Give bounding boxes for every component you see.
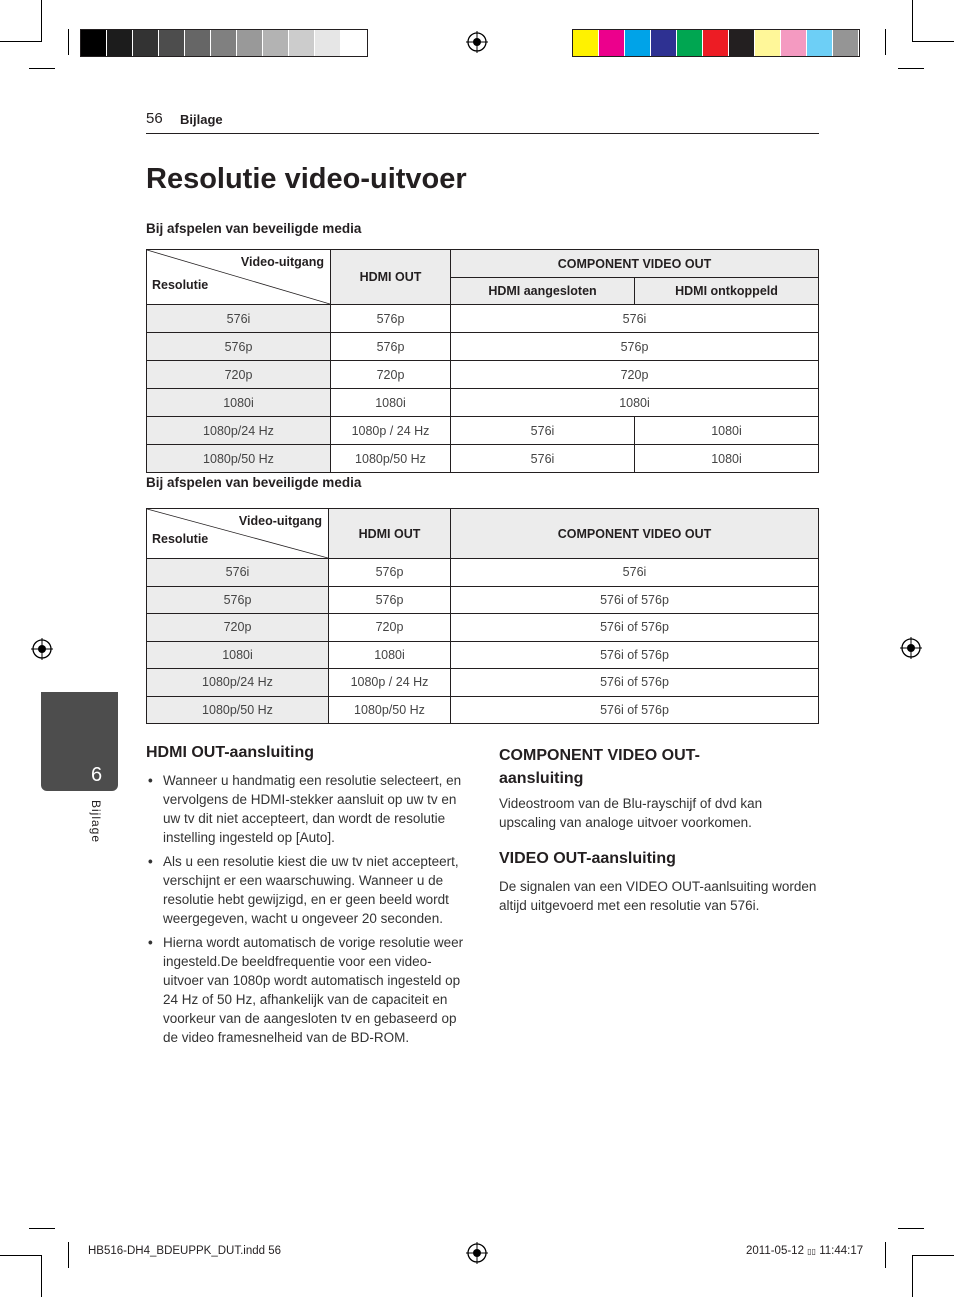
bullet-icon: •	[148, 773, 153, 788]
color-swatch	[729, 30, 755, 56]
crop-mark	[885, 1242, 886, 1268]
table-cell: 1080i	[147, 389, 331, 417]
section-name: Bijlage	[180, 112, 223, 127]
component-heading-line1: COMPONENT VIDEO OUT-	[499, 747, 700, 764]
table-row	[147, 305, 819, 333]
color-swatch	[237, 30, 263, 56]
table-cell: 576i of 576p	[451, 614, 819, 642]
color-swatch	[211, 30, 237, 56]
crop-mark	[0, 41, 42, 42]
table-cell: 1080i	[635, 417, 819, 445]
crop-mark	[912, 41, 954, 42]
table-cell: 576i	[451, 445, 635, 473]
video-heading: VIDEO OUT-aansluiting	[499, 850, 676, 867]
table-cell: 576i	[451, 417, 635, 445]
list-item	[146, 771, 466, 847]
component-heading-line2: aansluiting	[499, 770, 584, 787]
table-cell: 576i of 576p	[451, 641, 819, 669]
footer-time: 11:44:17	[819, 1245, 864, 1257]
corner-label-resolution: Resolutie	[152, 532, 209, 546]
color-swatch	[625, 30, 651, 56]
table-cell: 1080p / 24 Hz	[329, 669, 451, 697]
crop-mark	[0, 1255, 42, 1256]
corner-label-output: Video-uitgang	[238, 514, 322, 528]
table-cell: 1080i	[331, 389, 451, 417]
column-subheader: HDMI ontkoppeld	[635, 278, 819, 305]
crop-mark	[68, 1242, 69, 1268]
crop-mark	[29, 1228, 55, 1229]
color-swatch	[677, 30, 703, 56]
bullet-icon: •	[148, 854, 153, 869]
table-cell: 1080p/24 Hz	[147, 669, 329, 697]
table-cell: 720p	[147, 361, 331, 389]
crop-mark	[898, 68, 924, 69]
table-row	[147, 417, 819, 445]
page-number: 56	[146, 110, 163, 127]
color-bar	[572, 29, 860, 57]
corner-label-resolution: Resolutie	[152, 278, 209, 292]
crop-mark	[912, 1255, 913, 1297]
table-cell: 576p	[329, 559, 451, 587]
crop-mark	[29, 68, 55, 69]
registration-mark-icon	[900, 637, 922, 659]
table-cell: 1080i	[147, 641, 329, 669]
color-swatch	[315, 30, 341, 56]
table-cell: 576p	[451, 333, 819, 361]
color-swatch	[81, 30, 107, 56]
table-cell: 576i of 576p	[451, 586, 819, 614]
table1-caption: Bij afspelen van beveiligde media	[146, 221, 362, 236]
table-cell: 576p	[331, 333, 451, 361]
hdmi-bullet-list	[146, 771, 466, 1052]
table-cell: 1080p/50 Hz	[329, 696, 451, 724]
table-cell: 576i of 576p	[451, 696, 819, 724]
color-swatch	[107, 30, 133, 56]
crop-mark	[898, 1228, 924, 1229]
table-cell: 576i of 576p	[451, 669, 819, 697]
table-cell: 576p	[147, 333, 331, 361]
grayscale-bar	[80, 29, 368, 57]
table-cell: 1080i	[329, 641, 451, 669]
color-swatch	[263, 30, 289, 56]
resolution-table-2	[146, 508, 819, 724]
table-cell: 720p	[331, 361, 451, 389]
color-swatch	[289, 30, 315, 56]
crop-mark	[41, 1255, 42, 1297]
table-cell: 576i	[451, 559, 819, 587]
column-header: COMPONENT VIDEO OUT	[451, 509, 819, 559]
list-item	[146, 852, 466, 928]
column-header: HDMI OUT	[329, 509, 451, 559]
table-cell: 1080p / 24 Hz	[331, 417, 451, 445]
table-cell: 576p	[331, 305, 451, 333]
table-cell: 1080p/50 Hz	[147, 696, 329, 724]
footer-time-marker: ▯▯	[807, 1247, 816, 1256]
footer-date: 2011-05-12	[746, 1245, 804, 1257]
color-swatch	[159, 30, 185, 56]
color-swatch	[755, 30, 781, 56]
chapter-tab	[41, 692, 118, 791]
table-cell: 720p	[451, 361, 819, 389]
table-cell: 1080i	[635, 445, 819, 473]
component-heading	[499, 744, 700, 790]
table-cell: 1080p/50 Hz	[331, 445, 451, 473]
color-swatch	[807, 30, 833, 56]
table-cell: 1080i	[451, 389, 819, 417]
table-row	[147, 389, 819, 417]
list-item-text: Als u een resolutie kiest die uw tv niet accepteert, verschijnt er een waarschuwing. Wanneer u de resolutie hebt gewijzigd, en er geen beeld wordt weergegeven, wacht u ongeveer 20 seconden.	[163, 854, 459, 926]
table-cell: 576p	[329, 586, 451, 614]
registration-mark-icon	[31, 638, 53, 660]
table-cell: 576i	[147, 305, 331, 333]
color-swatch	[133, 30, 159, 56]
registration-mark-icon	[466, 31, 488, 53]
color-swatch	[341, 30, 367, 56]
table-row	[147, 333, 819, 361]
table-row	[147, 361, 819, 389]
crop-mark	[68, 29, 69, 55]
bullet-icon: •	[148, 935, 153, 950]
table-cell: 1080p/50 Hz	[147, 445, 331, 473]
color-swatch	[833, 30, 859, 56]
color-swatch	[185, 30, 211, 56]
color-swatch	[573, 30, 599, 56]
crop-mark	[885, 29, 886, 55]
column-header: COMPONENT VIDEO OUT	[451, 250, 819, 278]
chapter-label: Bijlage	[89, 800, 103, 844]
table-cell: 576i	[147, 559, 329, 587]
color-swatch	[703, 30, 729, 56]
color-swatch	[651, 30, 677, 56]
table-row	[147, 586, 819, 614]
table1-corner-cell	[147, 250, 331, 305]
footer-file: HB516-DH4_BDEUPPK_DUT.indd 56	[88, 1245, 282, 1257]
table-row	[147, 559, 819, 587]
table2-corner-cell	[147, 509, 329, 559]
crop-mark	[912, 0, 913, 42]
table-cell: 720p	[329, 614, 451, 642]
list-item-text: Hierna wordt automatisch de vorige resolutie weer ingesteld.De beeldfrequentie voor een video-uitvoer van 1080p wordt automatisch ingesteld op 24 Hz of 50 Hz, afhankelijk van de capaciteit en voorkeur van de aangesloten tv en gebaseerd op de video framesnelheid van de BD-ROM.	[163, 935, 464, 1045]
list-item	[146, 933, 466, 1047]
crop-mark	[912, 1255, 954, 1256]
chapter-number: 6	[91, 764, 103, 786]
list-item-text: Wanneer u handmatig een resolutie selecteert, en vervolgens de HDMI-stekker aansluit op uw tv en uw tv dit niet accepteert, dan wordt de resolutie instelling ingesteld op [Auto].	[163, 773, 462, 845]
video-text: De signalen van een VIDEO OUT-aanlsuiting worden altijd uitgevoerd met een resolutie van 576i.	[499, 879, 817, 913]
table2-caption: Bij afspelen van beveiligde media	[146, 475, 362, 490]
color-swatch	[599, 30, 625, 56]
table-cell: 1080p/24 Hz	[147, 417, 331, 445]
corner-label-output: Video-uitgang	[240, 255, 324, 269]
page-title: Resolutie video-uitvoer	[146, 163, 467, 195]
table-row	[147, 669, 819, 697]
table-row	[147, 696, 819, 724]
component-text: Videostroom van de Blu-rayschijf of dvd kan upscaling van analoge uitvoer voorkomen.	[499, 796, 763, 830]
hdmi-heading: HDMI OUT-aansluiting	[146, 744, 314, 761]
table-cell: 576i	[451, 305, 819, 333]
column-subheader: HDMI aangesloten	[451, 278, 635, 305]
table-row	[147, 445, 819, 473]
column-header: HDMI OUT	[331, 250, 451, 305]
table-cell: 576p	[147, 586, 329, 614]
table-row	[147, 614, 819, 642]
crop-mark	[41, 0, 42, 42]
table-row	[147, 641, 819, 669]
footer-timestamp	[746, 1245, 863, 1257]
resolution-table-1	[146, 249, 819, 473]
color-swatch	[781, 30, 807, 56]
table-cell: 720p	[147, 614, 329, 642]
running-header	[146, 108, 819, 134]
registration-mark-icon	[466, 1242, 488, 1264]
